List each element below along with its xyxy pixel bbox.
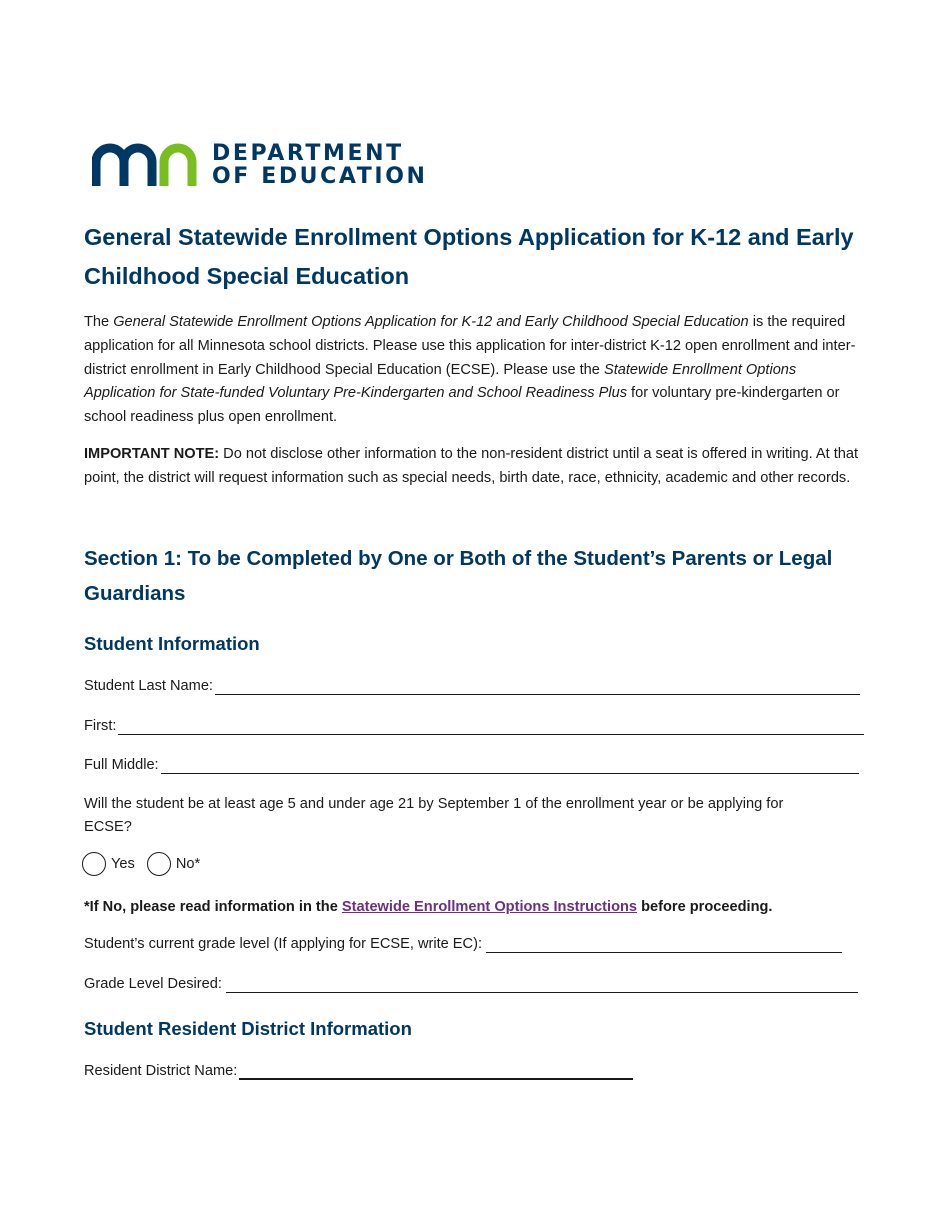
mn-logo-mark-icon [92,142,198,188]
notice-suffix: before proceeding. [637,899,773,915]
student-last-name-input-line[interactable] [215,679,860,695]
logo-line-2: OF EDUCATION [212,164,428,189]
first-name-label: First: [84,718,117,734]
desired-grade-input-line[interactable] [226,977,858,993]
first-name-input-line[interactable] [118,719,864,735]
current-grade-label: Student’s current grade level (If applying for ECSE, write EC): [84,936,482,952]
yes-radio[interactable] [82,852,106,876]
intro-middle: is the required application for all Minnesota school districts. Please use this application for inter-district K-12 open enrollment and inter-district enrollment in Early Childhood Special Education (ECSE). Please use the [84,314,856,378]
age-answer-options [82,852,200,876]
first-name-field [84,717,864,735]
intro-end: for voluntary pre-kindergarten or school readiness plus open enrollment. [84,385,840,426]
logo-wordmark [212,142,428,188]
important-note-label: IMPORTANT NOTE: [84,446,220,462]
logo-line-1: DEPARTMENT [212,141,404,166]
page-title: General Statewide Enrollment Options Application for K-12 and Early Childhood Special Education [84,224,854,289]
middle-name-field [84,756,859,774]
intro-other-form: Statewide Enrollment Options Application for State-funded Voluntary Pre-Kindergarten and School Readiness Plus [84,361,797,402]
mde-logo [92,140,428,190]
resident-district-heading: Student Resident District Information [84,1018,412,1039]
desired-grade-field [84,975,858,993]
resident-district-name-label: Resident District Name: [84,1063,238,1079]
if-no-notice [84,897,772,917]
middle-name-input-line[interactable] [161,758,859,774]
no-radio[interactable] [147,852,171,876]
no-label: No* [175,856,201,872]
desired-grade-label: Grade Level Desired: [84,976,222,992]
intro-the: The [84,314,114,330]
student-last-name-field [84,677,860,695]
age-question: Will the student be at least age 5 and under age 21 by September 1 of the enrollment year or be applying for ECSE? [84,796,784,835]
yes-label: Yes [111,856,135,872]
current-grade-input-line[interactable] [486,937,842,953]
student-information-heading: Student Information [84,633,260,654]
important-note [84,443,869,491]
important-note-text: Do not disclose other information to the non-resident district until a seat is offered in writing. At that point, the district will request information such as special needs, birth date, race, ethnicity, academic and other records. [84,446,859,486]
intro-form-name: General Statewide Enrollment Options Application for K-12 and Early Childhood Special Education [113,314,749,330]
student-last-name-label: Student Last Name: [84,678,213,694]
notice-prefix: *If No, please read information in the [84,899,342,915]
resident-district-name-field [84,1062,633,1080]
section-1-heading: Section 1: To be Completed by One or Both of the Student’s Parents or Legal Guardians [84,547,833,605]
resident-district-name-input-line[interactable] [239,1063,633,1080]
instructions-link[interactable]: Statewide Enrollment Options Instructions [341,899,638,915]
middle-name-label: Full Middle: [84,757,159,773]
current-grade-field [84,935,842,953]
intro-paragraph [84,311,869,430]
